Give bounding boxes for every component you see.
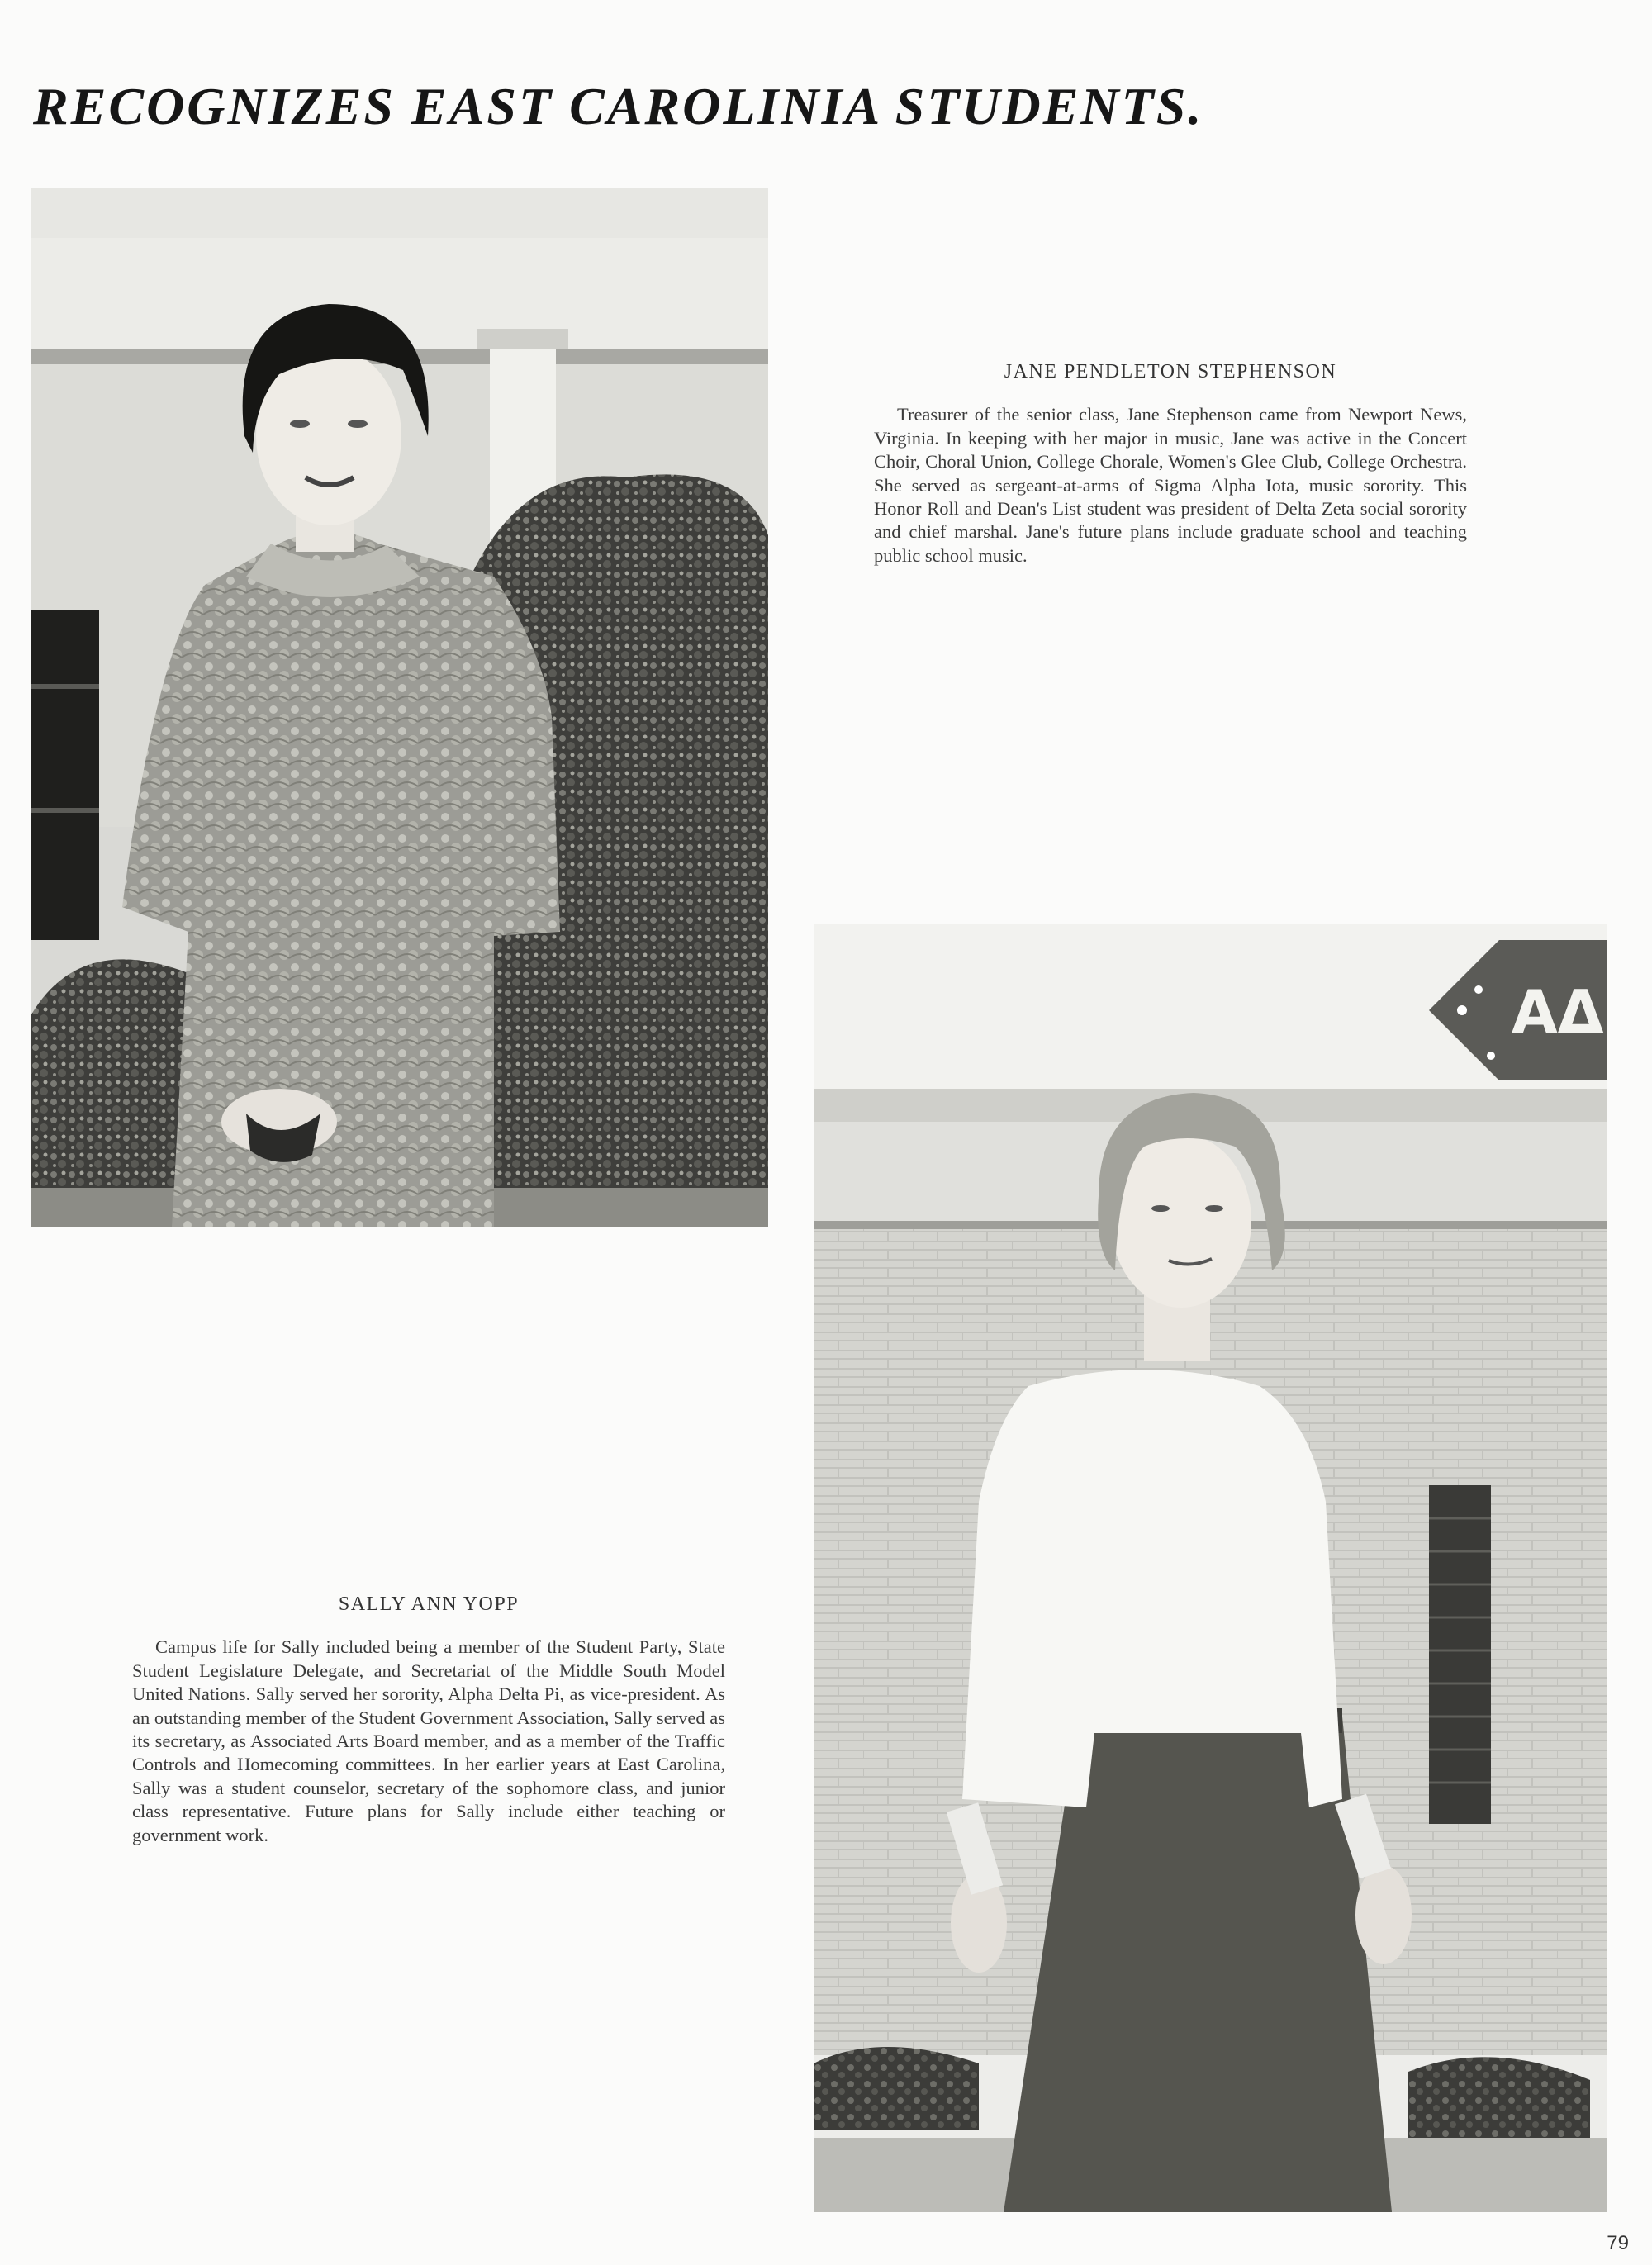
profile-bio: Treasurer of the senior class, Jane Stephenson came from Newport News, Virginia. In keeping with her major in music, Jane was active in the Concert Choir, Choral Union, College Chorale, Women's Glee Club, College Orchestra. She served as sergeant-at-arms of Sigma Alpha Iota, music sorority. This Honor Roll and Dean's List student was president of Delta Zeta social sorority and chief marshal. Jane's future plans include graduate school and teaching public school music. [874, 404, 1467, 566]
profile-name: SALLY ANN YOPP [338, 1593, 520, 1615]
profile-sally-yopp [132, 1593, 725, 1847]
profile-bio: Campus life for Sally included being a member of the Student Party, State Student Legislature Delegate, and Secretariat of the Middle South Model United Nations. Sally served her sorority, Alpha Delta Pi, as vice-president. As an outstanding member of the Student Government Association, Sally served as its secretary, as Associated Arts Board member, and as a member of the Traffic Controls and Homecoming committees. In her earlier years at East Carolina, Sally was a student counselor, secretary of the sophomore class, and junior class representative. Future plans for Sally include either teaching or government work. [132, 1636, 725, 1845]
photo-sally-yopp [814, 924, 1607, 2212]
profile-name: JANE PENDLETON STEPHENSON [1004, 361, 1337, 382]
photo-jane-stephenson [31, 188, 768, 1227]
profile-jane-stephenson [874, 360, 1467, 567]
page-number: 79 [1607, 2232, 1629, 2254]
page-headline: RECOGNIZES EAST CAROLINIA STUDENTS. [33, 77, 1204, 135]
sorority-sign-letters: AΔ [1512, 977, 1604, 1047]
